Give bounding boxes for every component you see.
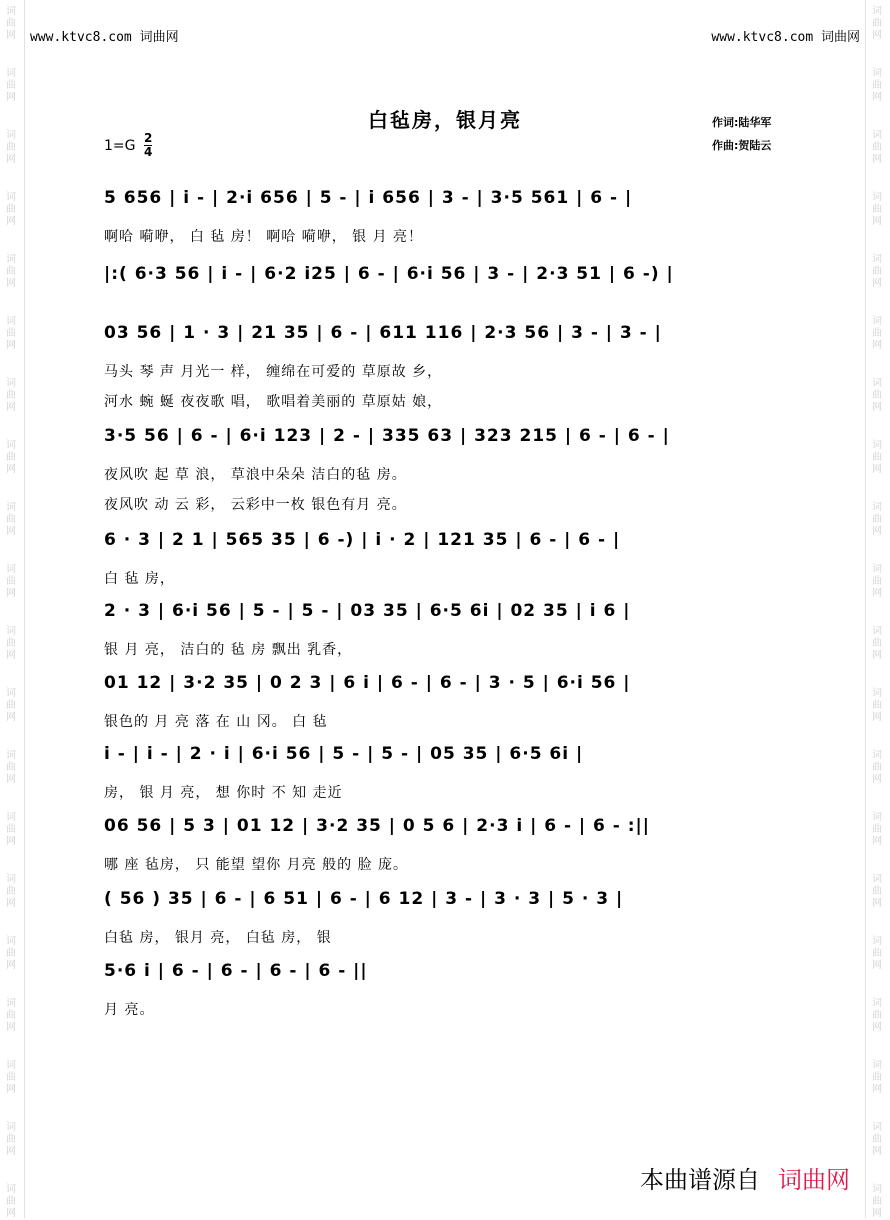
notation-line: 3·5 56 | 6 - | 6·i 123 | 2 - | 335 63 | 323 215 | 6 - | 6 - | [104,426,670,446]
notation-line: 6 · 3 | 2 1 | 565 35 | 6 -) | i · 2 | 121 35 | 6 - | 6 - | [104,530,621,550]
lyric-line: 河水 蜿 蜒 夜夜歌 唱， 歌唱着美丽的 草原姑 娘， [104,394,443,409]
footer-source [640,1160,850,1195]
side-watermark-mark: 词曲网 [6,254,16,289]
side-watermark-mark: 词曲网 [6,440,16,475]
side-watermark-mark: 词曲网 [872,998,882,1033]
notation-line: |:( 6·3 56 | i - | 6·2 i25 | 6 - | 6·i 56 | 3 - | 2·3 51 | 6 -) | [104,264,674,284]
notation-line: 01 12 | 3·2 35 | 0 2 3 | 6 i | 6 - | 6 - | 3 · 5 | 6·i 56 | [104,673,631,693]
side-watermark-mark: 词曲网 [6,6,16,41]
side-watermark-mark: 词曲网 [6,874,16,909]
side-watermark-mark: 词曲网 [6,936,16,971]
lyric-line: 白毡 房， 银月 亮， 白毡 房， 银 [104,930,332,945]
side-watermark-mark: 词曲网 [6,192,16,227]
key-signature: 1=G [104,138,136,154]
lyric-line: 白 毡 房， [104,571,175,586]
side-watermark-mark: 词曲网 [872,316,882,351]
notation-line: 5·6 i | 6 - | 6 - | 6 - | 6 - || [104,961,368,981]
side-watermark-mark: 词曲网 [872,130,882,165]
header-watermark-right: www.ktvc8.com 词曲网 [711,30,860,45]
side-watermark-mark: 词曲网 [872,564,882,599]
side-watermark-mark: 词曲网 [6,998,16,1033]
notation-line: 2 · 3 | 6·i 56 | 5 - | 5 - | 03 35 | 6·5 6i | 02 35 | i 6 | [104,601,631,621]
side-watermark-mark: 词曲网 [6,1060,16,1095]
side-watermark-mark: 词曲网 [872,688,882,723]
side-watermark-mark: 词曲网 [6,1184,16,1219]
lyric-line: 夜风吹 起 草 浪， 草浪中朵朵 洁白的毡 房。 [104,467,407,482]
side-watermark-mark: 词曲网 [872,626,882,661]
side-watermark-mark: 词曲网 [872,440,882,475]
side-watermark-mark: 词曲网 [6,626,16,661]
side-watermark-mark: 词曲网 [6,378,16,413]
song-title: 白毡房，银月亮 [368,108,522,132]
notation-line: ( 56 ) 35 | 6 - | 6 51 | 6 - | 6 12 | 3 - | 3 · 3 | 5 · 3 | [104,889,624,909]
notation-line: i - | i - | 2 · i | 6·i 56 | 5 - | 5 - | 05 35 | 6·5 6i | [104,744,584,764]
side-watermark-mark: 词曲网 [872,1060,882,1095]
side-watermark-mark: 词曲网 [6,688,16,723]
side-watermark-mark: 词曲网 [872,936,882,971]
lyric-line: 房， 银 月 亮， 想 你时 不 知 走近 [104,785,343,800]
lyric-line: 啊哈 嗬咿， 白 毡 房！ 啊哈 嗬咿， 银 月 亮！ [104,229,424,244]
notation-line: 5 656 | i - | 2·i 656 | 5 - | i 656 | 3 - | 3·5 561 | 6 - | [104,188,633,208]
side-watermark-mark: 词曲网 [6,502,16,537]
side-watermark-mark: 词曲网 [872,192,882,227]
side-watermark-mark: 词曲网 [872,502,882,537]
side-watermark-mark: 词曲网 [872,378,882,413]
footer-brand: 词曲网 [778,1166,850,1194]
left-watermark-strip [0,0,25,1218]
side-watermark-mark: 词曲网 [872,254,882,289]
side-watermark-mark: 词曲网 [872,6,882,41]
lyricist-credit: 作词:陆华军 [712,116,772,129]
side-watermark-mark: 词曲网 [6,130,16,165]
time-signature-bottom: 4 [144,145,153,159]
side-watermark-mark: 词曲网 [6,68,16,103]
right-watermark-strip [865,0,890,1218]
side-watermark-mark: 词曲网 [6,750,16,785]
lyric-line: 哪 座 毡房， 只 能望 望你 月亮 般的 脸 庞。 [104,857,409,872]
side-watermark-mark: 词曲网 [872,68,882,103]
composer-credit: 作曲:贺陆云 [712,139,772,152]
header-watermark-left: www.ktvc8.com 词曲网 [30,30,179,45]
side-watermark-mark: 词曲网 [872,1184,882,1219]
side-watermark-mark: 词曲网 [6,1122,16,1157]
side-watermark-mark: 词曲网 [6,316,16,351]
lyric-line: 月 亮。 [104,1002,155,1017]
time-signature [144,132,152,159]
time-signature-top: 2 [144,131,153,145]
lyric-line: 马头 琴 声 月光一 样， 缠绵在可爱的 草原故 乡， [104,364,443,379]
lyric-line: 银色的 月 亮 落 在 山 冈。 白 毡 [104,714,328,729]
side-watermark-mark: 词曲网 [872,874,882,909]
side-watermark-mark: 词曲网 [872,1122,882,1157]
notation-line: 03 56 | 1 · 3 | 21 35 | 6 - | 611 116 | 2·3 56 | 3 - | 3 - | [104,323,662,343]
footer-source-label: 本曲谱源自 [640,1166,760,1194]
side-watermark-mark: 词曲网 [6,564,16,599]
lyric-line: 银 月 亮， 洁白的 毡 房 飘出 乳香， [104,642,353,657]
side-watermark-mark: 词曲网 [872,750,882,785]
notation-line: 06 56 | 5 3 | 01 12 | 3·2 35 | 0 5 6 | 2·3 i | 6 - | 6 - :|| [104,816,650,836]
side-watermark-mark: 词曲网 [6,812,16,847]
side-watermark-mark: 词曲网 [872,812,882,847]
lyric-line: 夜风吹 动 云 彩， 云彩中一枚 银色有月 亮。 [104,497,407,512]
